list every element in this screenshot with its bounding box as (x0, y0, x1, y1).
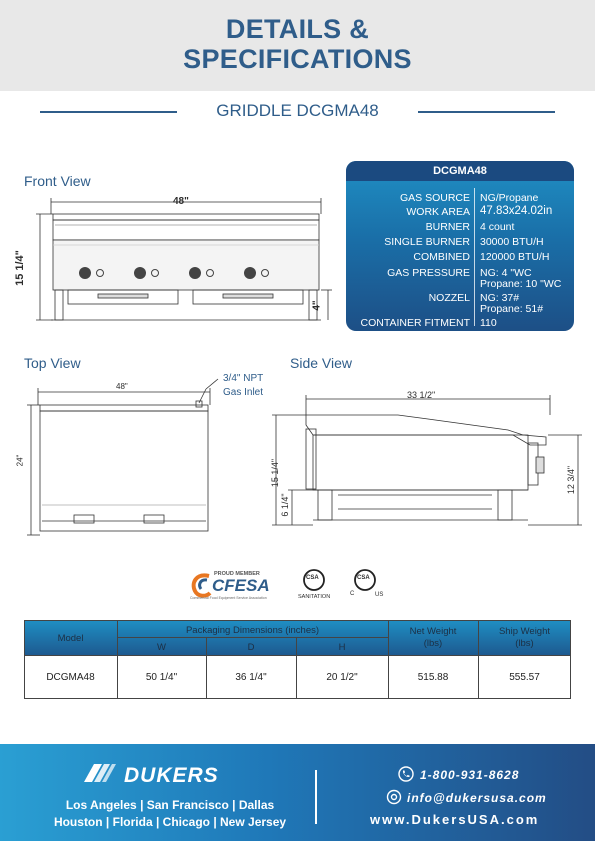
front-view-label: Front View (24, 173, 91, 189)
front-width-dim: 48" (173, 196, 189, 207)
csa-us-mark: US (375, 592, 384, 598)
table-cell-net-weight: 515.88 (417, 672, 449, 683)
phone-icon (398, 766, 414, 782)
spec-value-single-burner: 30000 BTU/H (480, 236, 544, 248)
spec-value-burner: 4 count (480, 221, 515, 233)
table-cell-w: 50 1/4" (145, 672, 178, 683)
top-view-label: Top View (24, 355, 81, 371)
side-width-dim: 33 1/2" (407, 390, 436, 400)
table-header-d: D (247, 642, 255, 653)
subtitle-rule-right (418, 111, 555, 113)
footer-email[interactable]: info@dukersusa.com (407, 791, 547, 805)
table-header-net-weight: Net Weight (409, 626, 457, 637)
cfesa-swirl-icon (190, 571, 212, 599)
table-header-packaging: Packaging Dimensions (inches) (185, 625, 320, 636)
spec-label-combined: COMBINED (413, 251, 470, 263)
spec-value-gas-pressure-propane: Propane: 10 "WC (480, 278, 562, 290)
spec-label-nozzel: NOZZEL (428, 292, 470, 304)
npt-label-line2: Gas Inlet (223, 387, 264, 398)
table-divider (24, 655, 571, 656)
npt-label-line1: 3/4" NPT (223, 373, 264, 384)
side-leg-dim: 6 1/4" (280, 493, 290, 517)
top-view-drawing (24, 375, 224, 545)
spec-label-gas-pressure: GAS PRESSURE (387, 267, 470, 279)
spec-value-gas-source: NG/Propane (480, 192, 539, 204)
top-width-dim: 48" (116, 382, 128, 391)
top-depth-dim: 24" (15, 454, 25, 467)
page-title-line1: DETAILS & (225, 14, 370, 44)
footer-phone[interactable]: 1-800-931-8628 (420, 768, 520, 782)
footer-divider (315, 770, 317, 824)
side-right-dim: 12 3/4" (566, 465, 576, 495)
cfesa-logo: CFESA (212, 576, 270, 595)
page-title-line2: SPECIFICATIONS (183, 44, 412, 74)
spec-value-gas-pressure-ng: NG: 4 "WC (480, 267, 532, 279)
table-header-h: H (338, 642, 346, 653)
csa-c-mark: C (350, 591, 355, 597)
table-header-model: Model (57, 633, 84, 644)
cfesa-proud-member: PROUD MEMBER (214, 571, 260, 577)
product-subtitle: GRIDDLE DCGMA48 (216, 101, 379, 120)
dukers-logo-icon (80, 760, 122, 786)
table-cell-d: 36 1/4" (235, 672, 267, 683)
spec-label-work-area: WORK AREA (406, 206, 470, 218)
table-cell-h: 20 1/2" (326, 672, 358, 683)
front-view-drawing (18, 190, 338, 330)
footer-website[interactable]: www.DukersUSA.com (370, 812, 540, 827)
table-cell-model: DCGMA48 (46, 672, 95, 683)
spec-label-single-burner: SINGLE BURNER (384, 236, 470, 248)
spec-panel (346, 161, 574, 331)
table-header-net-weight-unit: (lbs) (423, 638, 443, 649)
spec-value-work-area: 47.83x24.02in (480, 205, 553, 217)
front-height-dim: 15 1/4" (14, 250, 26, 286)
table-header-ship-weight-unit: (lbs) (515, 638, 534, 649)
sanitation-label: SANITATION (298, 594, 331, 600)
spec-panel-model: DCGMA48 (346, 161, 574, 181)
side-view-drawing (268, 385, 588, 535)
spec-value-container-fitment: 110 (480, 317, 497, 329)
side-height-dim: 15 1/4" (270, 458, 280, 488)
spec-value-combined: 120000 BTU/H (480, 251, 550, 263)
side-view-label: Side View (290, 355, 353, 371)
spec-divider (474, 188, 475, 326)
footer-cities-line1: Los Angeles | San Francisco | Dallas (65, 798, 275, 812)
spec-value-nozzel-ng: NG: 37# (480, 292, 520, 304)
spec-label-gas-source: GAS SOURCE (399, 192, 470, 204)
spec-label-container-fitment: CONTAINER FITMENT (360, 317, 470, 329)
table-header-w: W (157, 642, 166, 653)
certification-logos (0, 565, 595, 605)
brand-logo: DUKERS (124, 764, 219, 787)
cfesa-subtitle: Commercial Food Equipment Service Association (190, 596, 267, 600)
footer-cities-line2: Houston | Florida | Chicago | New Jersey (53, 815, 287, 829)
csa-sanitation-text: CSA (306, 575, 319, 581)
spec-label-burner: BURNER (425, 221, 470, 233)
email-icon (386, 789, 402, 805)
front-leg-dim: 4" (311, 300, 323, 311)
table-divider (117, 637, 388, 638)
spec-value-nozzel-propane: Propane: 51# (480, 303, 544, 315)
table-header-ship-weight: Ship Weight (498, 626, 551, 637)
table-cell-ship-weight: 555.57 (509, 672, 540, 683)
csa-us-text: CSA (357, 575, 370, 581)
